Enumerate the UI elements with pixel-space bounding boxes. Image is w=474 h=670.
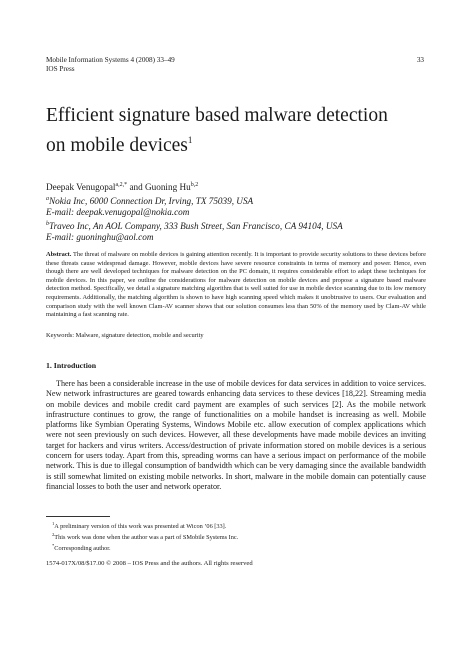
footnote-mark: *: [52, 542, 55, 548]
copyright-footer: 1574-017X/08/$17.00 © 2008 – IOS Press and the authors. All rights reserved: [46, 560, 253, 567]
email-a: E-mail: deepak.venugopal@nokia.com: [46, 207, 190, 217]
footnote-text: Corresponding author.: [54, 544, 111, 552]
footnote-mark: 1: [52, 521, 55, 526]
title-line-2: on mobile devices: [46, 135, 188, 156]
author-1: Deepak Venugopal: [46, 182, 116, 192]
affiliation-a: [46, 194, 343, 208]
journal-citation: Mobile Information Systems 4 (2008) 33–49: [46, 56, 175, 64]
footnote-text: This work was done when the author was a part of SMobile Systems Inc.: [54, 533, 239, 541]
author-2-marks: b,2: [190, 182, 199, 188]
email-b: E-mail: guoninghu@aol.com: [46, 232, 154, 242]
affiliation-b-text: Traveo Inc, An AOL Company, 333 Bush Street, San Francisco, CA 94104, USA: [49, 220, 343, 231]
affiliation-b-mark: b: [46, 220, 49, 227]
title-footnote-mark: 1: [187, 135, 193, 145]
section-heading: 1. Introduction: [46, 361, 97, 370]
footnote-text: A preliminary version of this work was presented at Wicon ’06 [33].: [54, 523, 227, 530]
affiliation-a-mark: a: [46, 195, 49, 202]
abstract: [46, 251, 426, 320]
author-1-marks: a,2,*: [115, 182, 128, 188]
affiliation-a-text: Nokia Inc, 6000 Connection Dr, Irving, TX 75039, USA: [49, 195, 254, 206]
author-line: [46, 180, 343, 194]
keywords: Keywords: Malware, signature detection, mobile and security: [46, 332, 204, 339]
title-line-1: Efficient signature based malware detection: [46, 105, 388, 126]
introduction-paragraph: There has been a considerable increase in the use of mobile devices for data services in addition to voice services. New network infrastructures are geared towards enhancing data services to these devices [18,22]. Streaming media on mobile devices and mobile credit card payment are examples of such services [2]. As the mobile network infrastructure continues to grow, the range of functionalities on a mobile handset is increasing as well. Mobile platforms like Symbian Operating Systems, Windows Mobile etc. allow execution of complex applications which were not seen previously on such devices. However, all these developments have made mobile devices an inviting target for hackers and virus writers. Access/destruction of private information stored on mobile devices is a serious concern for users today. Apart from this, spreading worms can have a serious impact on performance of the mobile network. This is due to illegal consumption of bandwidth which can be very damaging since the available bandwidth is still somewhat limited on existing mobile networks. In short, malware in the mobile domain can potentially cause financial losses to both the user and network operator.: [46, 379, 426, 491]
abstract-label: Abstract.: [46, 251, 72, 258]
affiliation-b: [46, 219, 343, 233]
abstract-text: The threat of malware on mobile devices is gaining attention recently. It is important to provide security solutions to these devices before these threats cause widespread damage. However, mobile devices have severe resource constraints in terms of memory and power. Hence, even though there are well developed techniques for malware detection on the PC domain, it requires considerable effort to adapt these techniques for mobile devices. In this paper, we outline the considerations for malware detection on mobile devices and propose a signature based malware detection method. Specifically, we detail a signature matching algorithm that is well suited for use in mobile device scanning due to its low memory requirements. Additionally, the matching algorithm is shown to have high scanning speed which makes it unobtrusive to users. Our evaluation and comparison study with the well known Clam-AV scanner shows that our solution consumes less than 50% of the memory used by Clam-AV while maintaining a fast scanning rate.: [46, 251, 426, 319]
page-number: 33: [416, 56, 424, 64]
publisher-name: IOS Press: [46, 65, 75, 73]
footnote: [52, 531, 238, 542]
footnotes: [52, 520, 238, 553]
author-block: [46, 180, 343, 244]
running-header: [46, 56, 175, 74]
footnote: [52, 542, 238, 553]
footnote-mark: 2: [52, 531, 55, 537]
footnote: [52, 520, 238, 531]
paper-title: [46, 103, 436, 158]
footnote-rule: [46, 516, 110, 517]
author-2: and Guoning Hu: [127, 182, 191, 192]
